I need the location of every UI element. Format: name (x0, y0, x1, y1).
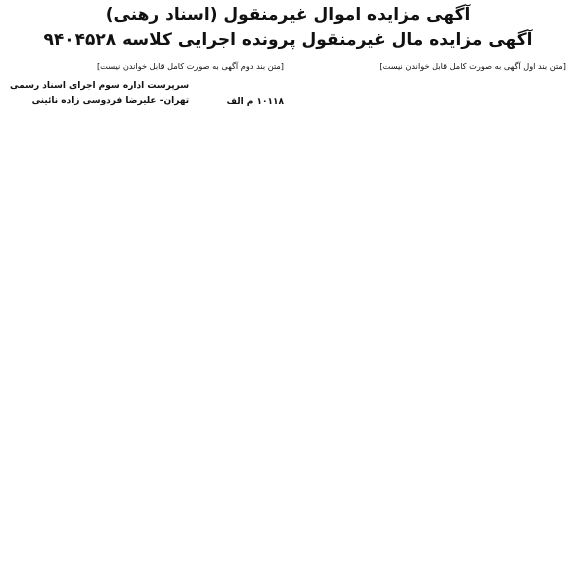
notice-subtitle: آگهی مزایده مال غیرمنقول پرونده اجرایی کلاسه ۹۴۰۴۵۲۸ (43, 30, 533, 50)
notice-title: آگهی مزایده اموال غیرمنقول (اسناد رهنی) (105, 5, 471, 25)
body-column-left (10, 60, 284, 559)
notice-body (10, 60, 566, 559)
signature-area (10, 80, 284, 108)
signature-block (10, 80, 189, 108)
body-paragraph: [متن بند اول آگهی به صورت کامل قابل خواندن نیست] (379, 61, 566, 71)
notice-reference: ۱۰۱۱۸ م الف (226, 97, 284, 107)
notice-header (6, 4, 570, 52)
signature-name: تهران- علیرضا فردوسی زاده نائینی (31, 96, 190, 107)
notice-page (6, 4, 570, 559)
body-paragraph: [متن بند دوم آگهی به صورت کامل قابل خواندن نیست] (96, 61, 284, 71)
signature-office: سرپرست اداره سوم اجرای اسناد رسمی (10, 81, 190, 92)
body-column-right (292, 60, 566, 559)
